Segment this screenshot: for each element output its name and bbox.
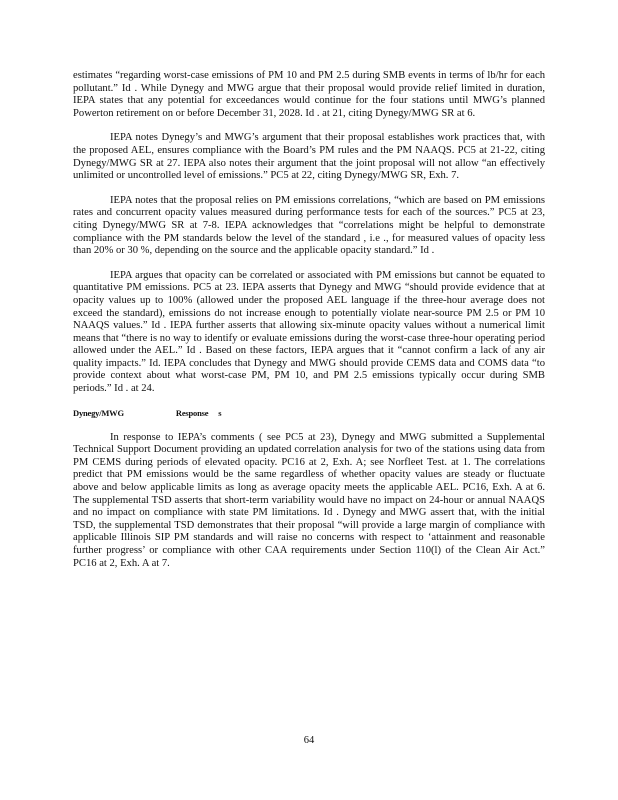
section-heading — [73, 408, 545, 418]
page-number: 64 — [303, 735, 315, 746]
heading-part-1: Dynegy/MWG — [73, 407, 124, 418]
paragraph-3: IEPA notes that the proposal relies on PM emissions correlations, “which are based on PM emissions rates and concurrent opacity values measured during performance tests for each of the sources.” PC5 at 23, citing Dynegy/MWG SR at 7-8. IEPA acknowledges that “correlations might be helpful to demonstrate compliance with the PM standards below the level of the standard , i.e ., for measured values of opacity less than 20% or 30 %, depending on the source and the applicable opacity standard.” Id . — [73, 194, 545, 257]
heading-part-2: Response — [175, 407, 209, 418]
paragraph-2: IEPA notes Dynegy’s and MWG’s argument that their proposal establishes work practices that, with the proposed AEL, ensures compliance with the Board’s PM rules and the PM NAAQS. PC5 at 21-22, citing Dynegy/MWG SR at 27. IEPA also notes their argument that the joint proposal will not allow “an effectively unlimited or uncontrolled level of emissions.” PC5 at 22, citing Dynegy/MWG SR, Exh. 7. — [73, 132, 545, 182]
document-page — [73, 70, 545, 582]
heading-part-3: s — [218, 407, 222, 418]
paragraph-4: IEPA argues that opacity can be correlated or associated with PM emissions but cannot be equated to quantitative PM emissions. PC5 at 23. IEPA asserts that Dynegy and MWG “should provide evidence that at opacity values up to 100% (allowed under the proposed AEL language if the three-hour average does not exceed the standard), emissions do not increase enough to potentially violate near-source PM 2.5 or PM 10 NAAQS values.” Id . IEPA further asserts that allowing six-minute opacity values without a numerical limit means that “there is no way to identify or evaluate emissions during the worst-case three-hour operating period allowed under the AEL.” Id . Based on these factors, IEPA argues that it “cannot confirm a lack of any air quality impacts.” Id. IEPA concludes that Dynegy and MWG should provide CEMS data and COMS data “to provide context about what worst-case PM, PM 10, and PM 2.5 emissions typically occur during SMB periods.” Id . at 24. — [73, 269, 545, 395]
paragraph-5: In response to IEPA’s comments ( see PC5 at 23), Dynegy and MWG submitted a Supplemental Technical Support Document providing an updated correlation analysis for two of the stations using data from PM CEMS during periods of elevated opacity. PC16 at 2, Exh. A; see Norfleet Test. at 1. The correlations predict that PM emissions would be the same regardless of whether opacity values are steady or fluctuate above and below applicable limits as long as average opacity meets the applicable AEL. PC16, Exh. A at 6. The supplemental TSD asserts that short-term variability would have no impact on 24-hour or annual NAAQS and no impact on compliance with state PM limitations. Id . Dynegy and MWG assert that, with the initial TSD, the supplemental TSD demonstrates that their proposal “will provide a large margin of compliance with applicable Illinois SIP PM standards and will raise no concerns with respect to ‘attainment and reasonable further progress’ or compliance with other CAA requirements under Section 110(l) of the Clean Air Act.” PC16 at 2, Exh. A at 7. — [73, 431, 545, 569]
paragraph-1: estimates “regarding worst-case emissions of PM 10 and PM 2.5 during SMB events in terms of lb/hr for each pollutant.” Id . While Dynegy and MWG argue that their proposal would provide relief limited in duration, IEPA states that any potential for exceedances would continue for the four stations until MWG’s planned Powerton retirement on or before December 31, 2028. Id . at 21, citing Dynegy/MWG SR at 6. — [73, 70, 545, 119]
